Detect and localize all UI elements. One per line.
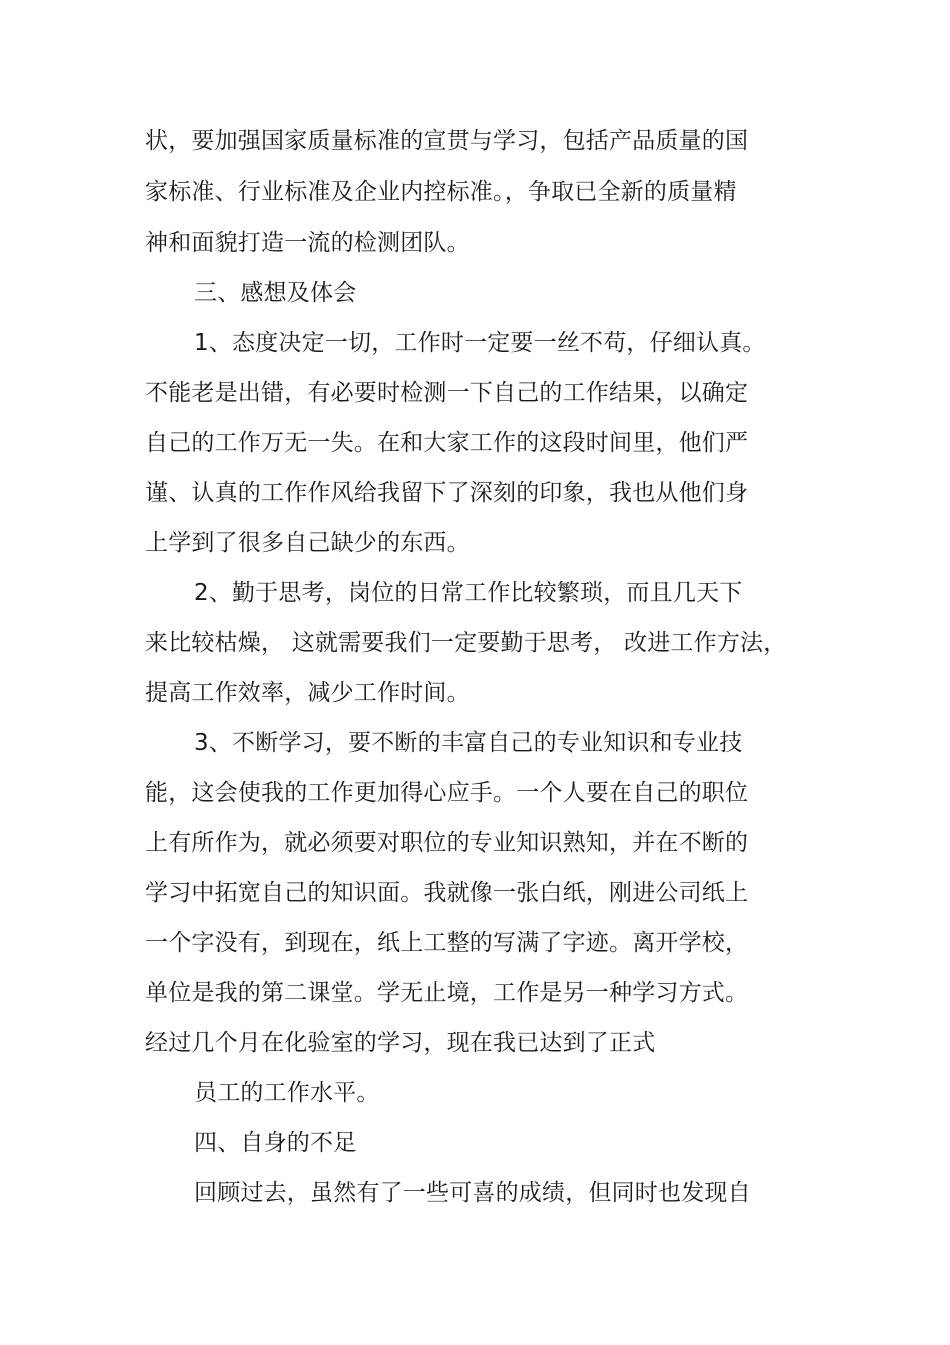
body-text-line: 家标准、行业标准及企业内控标准。，争取已全新的质量精 <box>145 179 737 205</box>
body-text-line: 回顾过去，虽然有了一些可喜的成绩，但同时也发现自 <box>194 1180 751 1206</box>
body-text-line: 学习中拓宽自己的知识面。我就像一张白纸，刚进公司纸上 <box>145 880 749 906</box>
body-text-line: 提高工作效率，减少工作时间。 <box>145 680 470 706</box>
body-text-line: 神和面貌打造一流的检测团队。 <box>145 230 470 256</box>
body-text-line: 一个字没有，到现在，纸上工整的写满了字迹。离开学校， <box>145 930 749 956</box>
body-text-line: 员工的工作水平。 <box>194 1080 380 1106</box>
body-text-line: 2、勤于思考，岗位的日常工作比较繁琐，而且几天下 <box>194 580 743 606</box>
body-text-line: 经过几个月在化验室的学习，现在我已达到了正式 <box>145 1030 656 1056</box>
body-text-line: 自己的工作万无一失。在和大家工作的这段时间里，他们严 <box>145 430 749 456</box>
body-text-line: 谨、认真的工作作风给我留下了深刻的印象，我也从他们身 <box>145 480 749 506</box>
body-text-line: 上学到了很多自己缺少的东西。 <box>145 530 470 556</box>
body-text-line: 上有所作为，就必须要对职位的专业知识熟知，并在不断的 <box>145 830 749 856</box>
body-text-line: 单位是我的第二课堂。学无止境，工作是另一种学习方式。 <box>145 980 749 1006</box>
section-heading: 四、自身的不足 <box>194 1130 357 1156</box>
section-heading: 三、感想及体会 <box>194 280 357 306</box>
body-text-line: 状，要加强国家质量标准的宣贯与学习，包括产品质量的国 <box>145 128 749 154</box>
body-text-line: 来比较枯燥， 这就需要我们一定要勤于思考， 改进工作方法， <box>145 630 787 656</box>
body-text-line: 1、态度决定一切，工作时一定要一丝不苟，仔细认真。 <box>194 330 766 356</box>
body-text-line: 3、不断学习，要不断的丰富自己的专业知识和专业技 <box>194 730 743 756</box>
body-text-line: 不能老是出错，有必要时检测一下自己的工作结果，以确定 <box>145 380 749 406</box>
body-text-line: 能，这会使我的工作更加得心应手。一个人要在自己的职位 <box>145 780 749 806</box>
